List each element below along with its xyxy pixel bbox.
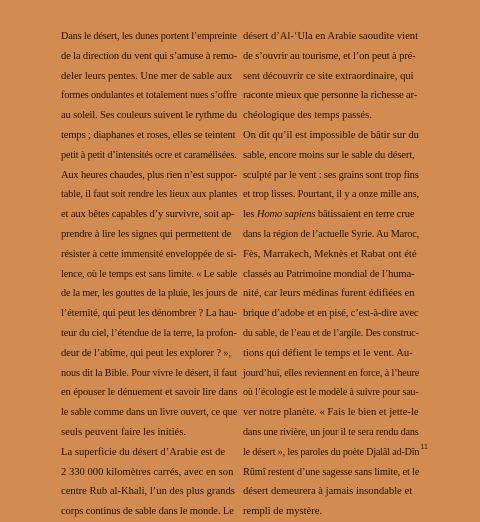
text-line: du sable, de l’eau et de l’argile. Des construc- [243,327,419,339]
text-line: l’éternité, qui peut les dénombrer ? La hau- [61,308,237,320]
text-line: le sable comme dans un livre ouvert, ce que [61,407,238,419]
text-line: désert demeurera à jamais insondable et [243,486,413,498]
text-line: Rûmî restent d’une sagesse sans limite, et le [243,466,420,478]
text-line: Dans le désert, les dunes portent l’empreinte [61,31,237,42]
text-line: dans la région de l’actuelle Syrie. Au Maroc, [243,228,419,240]
text-line: en épouser le dénuement et savoir lire dans [61,387,238,399]
text-line: sent découvrir ce site extraordinaire, qui [243,70,414,82]
text-line: où l’écologie est le modèle à suivre pour sau- [243,387,419,399]
text-line: On dit qu’il est impossible de bâtir sur du [243,129,419,141]
text-line: formes ondulantes et totalement nues s’offre [61,90,237,102]
text-line: au soleil. Ses couleurs suivent le rythme du [61,110,237,122]
text-line: raconte mieux que personne la richesse ar- [243,90,418,102]
text-line: table, il faut soit rendre les lieux aux plantes [61,189,238,201]
text-line: nous dit la Bible. Pour vivre le désert, il faut [61,367,237,379]
left-text-column [61,27,237,522]
right-text-column [243,27,419,522]
text-line: La superficie du désert d’Arabie est de [61,446,226,458]
text-line: petit à petit d’intensités ocre et caramélisées. [61,149,237,161]
text-line: classés au Patrimoine mondial de l’huma- [243,268,415,280]
text-line: de la mer, les gouttes de la pluie, les jours de [61,288,238,300]
text-line: corps continus de sable dans le monde. Le [61,506,234,518]
text-line: temps ; diaphanes et roses, elles se teintent [61,129,236,141]
text-line: nité, car leurs médinas furent édifiées en [243,288,415,300]
text-line-homo-sapiens [243,205,419,225]
text-line: teur du ciel, l’étendue de la terre, la profon- [61,327,237,339]
text-line: de s’ouvrir au tourisme, et l’on peut à pré- [243,50,416,62]
text-line: jourd’hui, elles reviennent en force, à l’heure [243,367,420,379]
text-fragment: bâtissaient en terre crue [315,209,415,221]
text-line: chéologique des temps passés. [243,110,372,122]
text-line: rempli de mystère. [243,506,323,518]
text-line: Aux heures chaudes, plus rien n’est suppor- [61,169,237,181]
text-line: ver notre planète. « Fais le bien et jette-le [243,407,419,419]
text-line: et aux bêtes capables d’y survivre, soit ap- [61,209,235,221]
text-line: deler leurs pentes. Une mer de sable aux [61,70,233,82]
italic-term-homo-sapiens: Homo sapiens [256,209,316,221]
text-line: de la direction du vent qui s’amuse à remo- [61,50,238,62]
text-line: désert d’Al-‘Ula en Arabie saoudite vient [243,31,419,42]
text-line: et trop lisses. Pourtant, il y a onze mille ans, [243,189,419,201]
text-line: lence, où le temps est sans limite. « Le sable [61,268,238,280]
text-line: deur de l’abîme, qui peut les explorer ? », [61,347,232,359]
text-line: 2 330 000 kilomètres carrés, avec en son [61,466,234,478]
text-line: résister à cette immensité enveloppée de si- [61,248,237,260]
text-line: seuls peuvent faire les initiés. [61,426,187,438]
right-column-part-2 [243,225,419,522]
text-line: Fès, Marrakech, Meknès et Rabat ont été [243,248,417,260]
text-fragment: les [243,209,257,221]
page-number: 11 [420,442,428,451]
text-line: sculpté par le vent : ses grains sont trop fins [243,169,419,181]
text-line: brique d’adobe et en pisé, c’est-à-dire avec [243,308,419,320]
text-line: centre Rub al-Khali, l’un des plus grands [61,486,235,498]
text-line: sable, encore moins sur le sable du désert, [243,149,415,161]
text-line: tions qui défient le temps et le vent. Au- [243,347,413,359]
right-column-part-1 [243,27,419,205]
text-line: le désert », les paroles du poète Djalâl ad-Dîn [243,446,420,458]
text-line: prendre à lire les signes qui permettent de [61,228,232,240]
text-line: dans une rivière, un jour il te sera rendu dans [243,426,419,438]
